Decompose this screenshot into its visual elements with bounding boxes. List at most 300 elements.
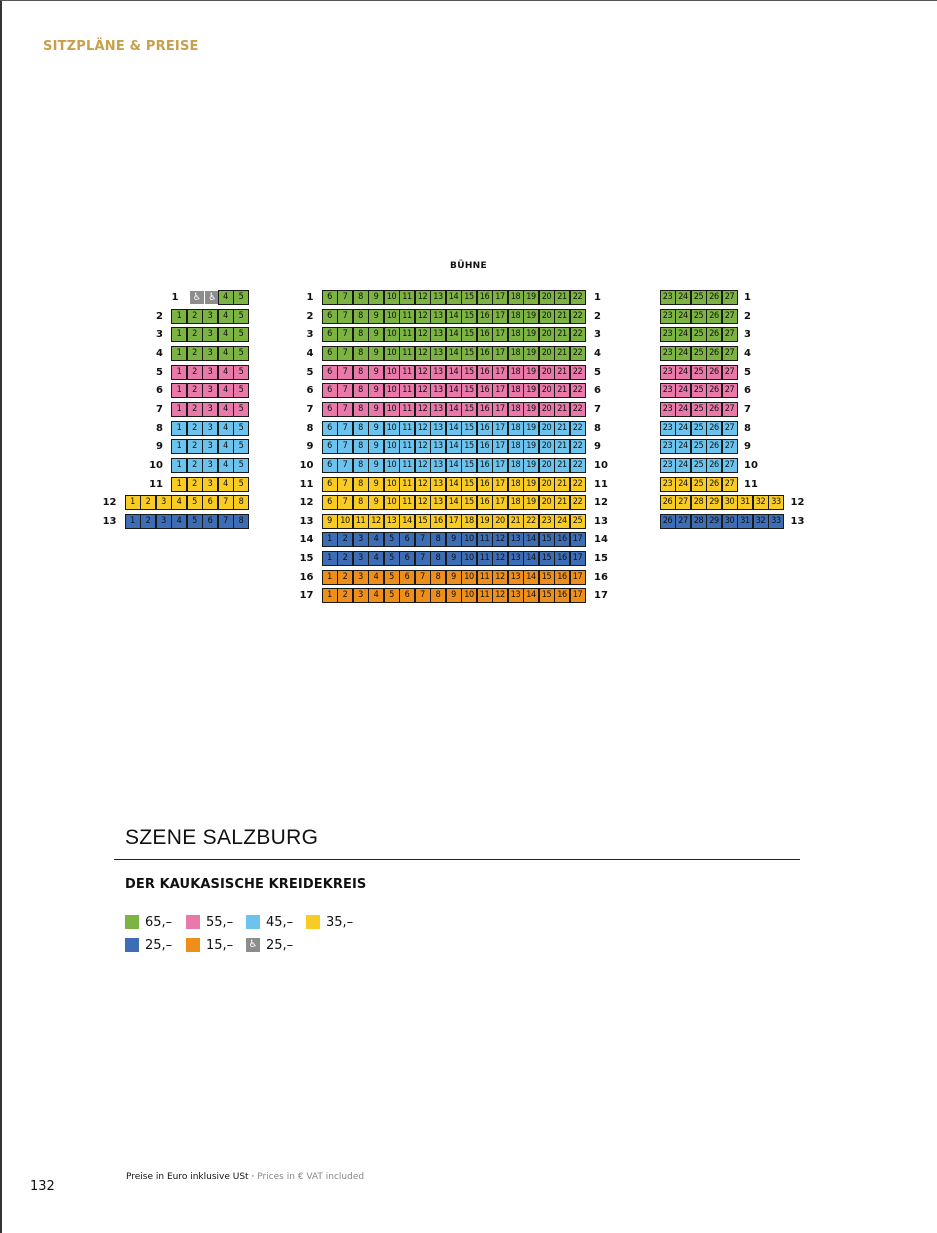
seat[interactable]: 9 <box>368 458 384 473</box>
seat[interactable]: 20 <box>539 309 555 324</box>
seat[interactable]: 14 <box>446 309 462 324</box>
seat[interactable]: 14 <box>399 514 415 529</box>
seat[interactable]: 7 <box>415 532 431 547</box>
seat[interactable]: 14 <box>446 327 462 342</box>
seat[interactable]: 14 <box>446 346 462 361</box>
seat[interactable]: 8 <box>353 458 369 473</box>
seat[interactable]: 6 <box>322 477 338 492</box>
seat[interactable]: 16 <box>430 514 446 529</box>
seat[interactable]: 26 <box>706 290 722 305</box>
seat[interactable]: 8 <box>353 309 369 324</box>
seat[interactable]: 27 <box>722 477 738 492</box>
seat[interactable]: 17 <box>492 458 508 473</box>
seat[interactable]: 8 <box>353 365 369 380</box>
seat[interactable]: 2 <box>140 495 156 510</box>
seat[interactable]: 11 <box>399 421 415 436</box>
seat[interactable]: 13 <box>508 532 524 547</box>
seat[interactable]: 21 <box>554 477 570 492</box>
seat[interactable]: 2 <box>187 477 203 492</box>
seat[interactable]: 7 <box>218 514 234 529</box>
seat[interactable]: 1 <box>171 309 187 324</box>
seat[interactable]: 21 <box>554 402 570 417</box>
seat[interactable]: 25 <box>691 290 707 305</box>
seat[interactable]: 7 <box>415 570 431 585</box>
wheelchair-seat-icon[interactable]: ♿ <box>189 290 206 305</box>
seat[interactable]: 3 <box>156 514 172 529</box>
seat[interactable]: 4 <box>171 495 187 510</box>
seat[interactable]: 1 <box>322 551 338 566</box>
seat[interactable]: 26 <box>706 477 722 492</box>
seat[interactable]: 17 <box>492 402 508 417</box>
seat[interactable]: 23 <box>660 365 676 380</box>
seat[interactable]: 22 <box>570 327 586 342</box>
seat[interactable]: 13 <box>384 514 400 529</box>
seat[interactable]: 7 <box>218 495 234 510</box>
seat[interactable]: 27 <box>722 309 738 324</box>
seat[interactable]: 6 <box>322 458 338 473</box>
seat[interactable]: 23 <box>660 346 676 361</box>
seat[interactable]: 2 <box>140 514 156 529</box>
seat[interactable]: 11 <box>399 402 415 417</box>
seat[interactable]: 4 <box>368 588 384 603</box>
seat[interactable]: 13 <box>430 421 446 436</box>
seat[interactable]: 25 <box>691 309 707 324</box>
seat[interactable]: 3 <box>353 532 369 547</box>
seat[interactable]: 1 <box>322 532 338 547</box>
seat[interactable]: 23 <box>660 477 676 492</box>
seat[interactable]: 12 <box>492 532 508 547</box>
seat[interactable]: 9 <box>446 570 462 585</box>
seat[interactable]: 16 <box>477 458 493 473</box>
seat[interactable]: 2 <box>187 402 203 417</box>
seat[interactable]: 7 <box>337 421 353 436</box>
seat[interactable]: 7 <box>337 402 353 417</box>
seat[interactable]: 26 <box>660 495 676 510</box>
seat[interactable]: 16 <box>554 570 570 585</box>
seat[interactable]: 27 <box>722 327 738 342</box>
seat[interactable]: 23 <box>660 402 676 417</box>
seat[interactable]: 11 <box>399 346 415 361</box>
seat[interactable]: 3 <box>202 346 218 361</box>
seat[interactable]: 23 <box>660 458 676 473</box>
seat[interactable]: 19 <box>523 327 539 342</box>
seat[interactable]: 12 <box>415 495 431 510</box>
seat[interactable]: 10 <box>384 383 400 398</box>
seat[interactable]: 2 <box>187 365 203 380</box>
seat[interactable]: 9 <box>368 421 384 436</box>
seat[interactable]: 2 <box>337 570 353 585</box>
seat[interactable]: 14 <box>523 551 539 566</box>
seat[interactable]: 18 <box>508 421 524 436</box>
seat[interactable]: 15 <box>461 383 477 398</box>
seat[interactable]: 21 <box>554 327 570 342</box>
seat[interactable]: 4 <box>218 477 234 492</box>
seat[interactable]: 21 <box>554 383 570 398</box>
seat[interactable]: 8 <box>430 532 446 547</box>
seat[interactable]: 18 <box>508 439 524 454</box>
seat[interactable]: 6 <box>399 588 415 603</box>
seat[interactable]: 3 <box>202 421 218 436</box>
seat[interactable]: 17 <box>492 383 508 398</box>
seat[interactable]: 15 <box>461 290 477 305</box>
seat[interactable]: 20 <box>539 290 555 305</box>
seat[interactable]: 27 <box>722 365 738 380</box>
seat[interactable]: 21 <box>554 421 570 436</box>
seat[interactable]: 31 <box>737 495 753 510</box>
seat[interactable]: 20 <box>539 458 555 473</box>
seat[interactable]: 1 <box>171 346 187 361</box>
seat[interactable]: 4 <box>368 551 384 566</box>
seat[interactable]: 22 <box>570 421 586 436</box>
seat[interactable]: 8 <box>233 514 249 529</box>
seat[interactable]: 27 <box>722 346 738 361</box>
seat[interactable]: 9 <box>368 327 384 342</box>
seat[interactable]: 10 <box>384 402 400 417</box>
seat[interactable]: 11 <box>399 309 415 324</box>
seat[interactable]: 12 <box>415 309 431 324</box>
seat[interactable]: 18 <box>508 309 524 324</box>
seat[interactable]: 17 <box>492 421 508 436</box>
seat[interactable]: 12 <box>415 439 431 454</box>
seat[interactable]: 20 <box>539 477 555 492</box>
seat[interactable]: 27 <box>675 514 691 529</box>
seat[interactable]: 4 <box>218 290 234 305</box>
seat[interactable]: 26 <box>706 402 722 417</box>
seat[interactable]: 3 <box>202 327 218 342</box>
seat[interactable]: 3 <box>353 551 369 566</box>
seat[interactable]: 5 <box>233 402 249 417</box>
seat[interactable]: 24 <box>675 290 691 305</box>
seat[interactable]: 10 <box>461 570 477 585</box>
seat[interactable]: 15 <box>415 514 431 529</box>
seat[interactable]: 5 <box>233 383 249 398</box>
seat[interactable]: 15 <box>461 477 477 492</box>
seat[interactable]: 12 <box>415 477 431 492</box>
seat[interactable]: 9 <box>368 346 384 361</box>
seat[interactable]: 15 <box>461 495 477 510</box>
seat[interactable]: 22 <box>570 458 586 473</box>
seat[interactable]: 17 <box>446 514 462 529</box>
seat[interactable]: 22 <box>570 309 586 324</box>
seat[interactable]: 13 <box>508 588 524 603</box>
seat[interactable]: 11 <box>399 383 415 398</box>
seat[interactable]: 19 <box>523 477 539 492</box>
seat[interactable]: 11 <box>399 365 415 380</box>
seat[interactable]: 25 <box>691 421 707 436</box>
seat[interactable]: 9 <box>368 383 384 398</box>
seat[interactable]: 32 <box>753 495 769 510</box>
seat[interactable]: 7 <box>415 551 431 566</box>
seat[interactable]: 26 <box>706 365 722 380</box>
seat[interactable]: 9 <box>368 309 384 324</box>
seat[interactable]: 18 <box>508 290 524 305</box>
seat[interactable]: 8 <box>353 402 369 417</box>
seat[interactable]: 24 <box>675 439 691 454</box>
seat[interactable]: 5 <box>233 346 249 361</box>
seat[interactable]: 22 <box>570 346 586 361</box>
seat[interactable]: 8 <box>353 327 369 342</box>
seat[interactable]: 5 <box>233 458 249 473</box>
seat[interactable]: 12 <box>415 402 431 417</box>
seat[interactable]: 9 <box>322 514 338 529</box>
seat[interactable]: 24 <box>675 327 691 342</box>
seat[interactable]: 18 <box>508 477 524 492</box>
seat[interactable]: 24 <box>675 421 691 436</box>
seat[interactable]: 8 <box>353 383 369 398</box>
seat[interactable]: 15 <box>461 458 477 473</box>
seat[interactable]: 24 <box>675 365 691 380</box>
seat[interactable]: 7 <box>337 495 353 510</box>
seat[interactable]: 15 <box>461 365 477 380</box>
seat[interactable]: 2 <box>187 327 203 342</box>
seat[interactable]: 10 <box>384 365 400 380</box>
seat[interactable]: 10 <box>384 458 400 473</box>
seat[interactable]: 4 <box>218 402 234 417</box>
seat[interactable]: 13 <box>430 383 446 398</box>
seat[interactable]: 13 <box>508 570 524 585</box>
seat[interactable]: 16 <box>554 588 570 603</box>
seat[interactable]: 10 <box>384 327 400 342</box>
seat[interactable]: 16 <box>477 402 493 417</box>
seat[interactable]: 7 <box>337 477 353 492</box>
seat[interactable]: 11 <box>477 570 493 585</box>
seat[interactable]: 2 <box>187 421 203 436</box>
seat[interactable]: 23 <box>539 514 555 529</box>
seat[interactable]: 12 <box>492 588 508 603</box>
seat[interactable]: 4 <box>218 309 234 324</box>
seat[interactable]: 21 <box>554 495 570 510</box>
seat[interactable]: 1 <box>322 588 338 603</box>
seat[interactable]: 13 <box>430 327 446 342</box>
seat[interactable]: 19 <box>523 383 539 398</box>
seat[interactable]: 1 <box>171 421 187 436</box>
seat[interactable]: 17 <box>492 495 508 510</box>
seat[interactable]: 25 <box>691 327 707 342</box>
seat[interactable]: 16 <box>477 477 493 492</box>
seat[interactable]: 6 <box>322 421 338 436</box>
seat[interactable]: 4 <box>368 532 384 547</box>
seat[interactable]: 18 <box>508 495 524 510</box>
seat[interactable]: 1 <box>322 570 338 585</box>
seat[interactable]: 27 <box>722 439 738 454</box>
seat[interactable]: 19 <box>523 402 539 417</box>
seat[interactable]: 14 <box>446 383 462 398</box>
seat[interactable]: 24 <box>675 309 691 324</box>
seat[interactable]: 5 <box>233 309 249 324</box>
seat[interactable]: 19 <box>477 514 493 529</box>
seat[interactable]: 25 <box>691 365 707 380</box>
seat[interactable]: 19 <box>523 290 539 305</box>
seat[interactable]: 26 <box>706 346 722 361</box>
seat[interactable]: 27 <box>722 421 738 436</box>
seat[interactable]: 3 <box>202 477 218 492</box>
seat[interactable]: 3 <box>353 570 369 585</box>
seat[interactable]: 5 <box>384 588 400 603</box>
seat[interactable]: 8 <box>353 290 369 305</box>
seat[interactable]: 20 <box>539 365 555 380</box>
seat[interactable]: 6 <box>322 346 338 361</box>
seat[interactable]: 23 <box>660 327 676 342</box>
seat[interactable]: 21 <box>554 458 570 473</box>
seat[interactable]: 14 <box>446 477 462 492</box>
seat[interactable]: 32 <box>753 514 769 529</box>
seat[interactable]: 3 <box>156 495 172 510</box>
seat[interactable]: 4 <box>218 421 234 436</box>
seat[interactable]: 10 <box>461 588 477 603</box>
seat[interactable]: 17 <box>492 365 508 380</box>
seat[interactable]: 14 <box>446 421 462 436</box>
seat[interactable]: 13 <box>430 495 446 510</box>
seat[interactable]: 9 <box>446 532 462 547</box>
seat[interactable]: 13 <box>430 346 446 361</box>
seat[interactable]: 19 <box>523 365 539 380</box>
seat[interactable]: 4 <box>218 458 234 473</box>
seat[interactable]: 10 <box>384 477 400 492</box>
seat[interactable]: 18 <box>508 402 524 417</box>
seat[interactable]: 23 <box>660 290 676 305</box>
seat[interactable]: 13 <box>430 365 446 380</box>
seat[interactable]: 11 <box>399 439 415 454</box>
seat[interactable]: 20 <box>539 327 555 342</box>
seat[interactable]: 16 <box>477 495 493 510</box>
seat[interactable]: 14 <box>446 290 462 305</box>
seat[interactable]: 29 <box>706 514 722 529</box>
seat[interactable]: 24 <box>675 477 691 492</box>
seat[interactable]: 17 <box>492 439 508 454</box>
seat[interactable]: 1 <box>171 402 187 417</box>
seat[interactable]: 4 <box>171 514 187 529</box>
seat[interactable]: 8 <box>430 588 446 603</box>
seat[interactable]: 8 <box>430 551 446 566</box>
seat[interactable]: 22 <box>570 365 586 380</box>
seat[interactable]: 9 <box>446 588 462 603</box>
seat[interactable]: 5 <box>384 570 400 585</box>
wheelchair-seat-icon[interactable]: ♿ <box>204 290 221 305</box>
seat[interactable]: 6 <box>202 495 218 510</box>
seat[interactable]: 17 <box>492 346 508 361</box>
seat[interactable]: 6 <box>322 495 338 510</box>
seat[interactable]: 21 <box>554 346 570 361</box>
seat[interactable]: 7 <box>337 309 353 324</box>
seat[interactable]: 16 <box>477 346 493 361</box>
seat[interactable]: 23 <box>660 383 676 398</box>
seat[interactable]: 10 <box>461 551 477 566</box>
seat[interactable]: 17 <box>492 477 508 492</box>
seat[interactable]: 16 <box>477 383 493 398</box>
seat[interactable]: 15 <box>461 439 477 454</box>
seat[interactable]: 10 <box>384 290 400 305</box>
seat[interactable]: 27 <box>722 383 738 398</box>
seat[interactable]: 12 <box>415 421 431 436</box>
seat[interactable]: 25 <box>691 402 707 417</box>
seat[interactable]: 27 <box>675 495 691 510</box>
seat[interactable]: 20 <box>539 421 555 436</box>
seat[interactable]: 12 <box>415 365 431 380</box>
seat[interactable]: 11 <box>399 495 415 510</box>
seat[interactable]: 17 <box>492 327 508 342</box>
seat[interactable]: 6 <box>399 551 415 566</box>
seat[interactable]: 25 <box>691 439 707 454</box>
seat[interactable]: 23 <box>660 309 676 324</box>
seat[interactable]: 16 <box>477 290 493 305</box>
seat[interactable]: 11 <box>477 588 493 603</box>
seat[interactable]: 4 <box>218 327 234 342</box>
seat[interactable]: 27 <box>722 290 738 305</box>
seat[interactable]: 12 <box>368 514 384 529</box>
seat[interactable]: 8 <box>353 477 369 492</box>
seat[interactable]: 19 <box>523 421 539 436</box>
seat[interactable]: 18 <box>508 327 524 342</box>
seat[interactable]: 16 <box>477 309 493 324</box>
seat[interactable]: 12 <box>415 458 431 473</box>
seat[interactable]: 12 <box>492 551 508 566</box>
seat[interactable]: 18 <box>508 383 524 398</box>
seat[interactable]: 23 <box>660 421 676 436</box>
seat[interactable]: 1 <box>171 458 187 473</box>
seat[interactable]: 1 <box>125 495 141 510</box>
seat[interactable]: 17 <box>570 570 586 585</box>
seat[interactable]: 13 <box>430 309 446 324</box>
seat[interactable]: 10 <box>384 421 400 436</box>
seat[interactable]: 17 <box>492 290 508 305</box>
seat[interactable]: 15 <box>539 532 555 547</box>
seat[interactable]: 22 <box>570 439 586 454</box>
seat[interactable]: 25 <box>691 346 707 361</box>
seat[interactable]: 5 <box>187 495 203 510</box>
seat[interactable]: 9 <box>446 551 462 566</box>
seat[interactable]: 11 <box>353 514 369 529</box>
seat[interactable]: 7 <box>337 439 353 454</box>
seat[interactable]: 6 <box>322 383 338 398</box>
seat[interactable]: 8 <box>430 570 446 585</box>
seat[interactable]: 7 <box>337 383 353 398</box>
seat[interactable]: 7 <box>337 365 353 380</box>
seat[interactable]: 17 <box>570 588 586 603</box>
seat[interactable]: 2 <box>187 346 203 361</box>
seat[interactable]: 8 <box>353 495 369 510</box>
seat[interactable]: 14 <box>523 588 539 603</box>
seat[interactable]: 5 <box>384 532 400 547</box>
seat[interactable]: 19 <box>523 458 539 473</box>
seat[interactable]: 1 <box>171 365 187 380</box>
seat[interactable]: 7 <box>337 290 353 305</box>
seat[interactable]: 20 <box>492 514 508 529</box>
seat[interactable]: 14 <box>446 402 462 417</box>
seat[interactable]: 27 <box>722 402 738 417</box>
seat[interactable]: 21 <box>554 309 570 324</box>
seat[interactable]: 16 <box>477 439 493 454</box>
seat[interactable]: 19 <box>523 495 539 510</box>
seat[interactable]: 7 <box>415 588 431 603</box>
seat[interactable]: 22 <box>570 290 586 305</box>
seat[interactable]: 26 <box>706 327 722 342</box>
seat[interactable]: 28 <box>691 495 707 510</box>
seat[interactable]: 22 <box>523 514 539 529</box>
seat[interactable]: 8 <box>233 495 249 510</box>
seat[interactable]: 5 <box>233 290 249 305</box>
seat[interactable]: 21 <box>508 514 524 529</box>
seat[interactable]: 6 <box>322 365 338 380</box>
seat[interactable]: 3 <box>202 402 218 417</box>
seat[interactable]: 26 <box>660 514 676 529</box>
seat[interactable]: 21 <box>554 439 570 454</box>
seat[interactable]: 19 <box>523 346 539 361</box>
seat[interactable]: 5 <box>233 421 249 436</box>
seat[interactable]: 5 <box>384 551 400 566</box>
seat[interactable]: 6 <box>322 309 338 324</box>
seat[interactable]: 15 <box>461 346 477 361</box>
seat[interactable]: 11 <box>477 551 493 566</box>
